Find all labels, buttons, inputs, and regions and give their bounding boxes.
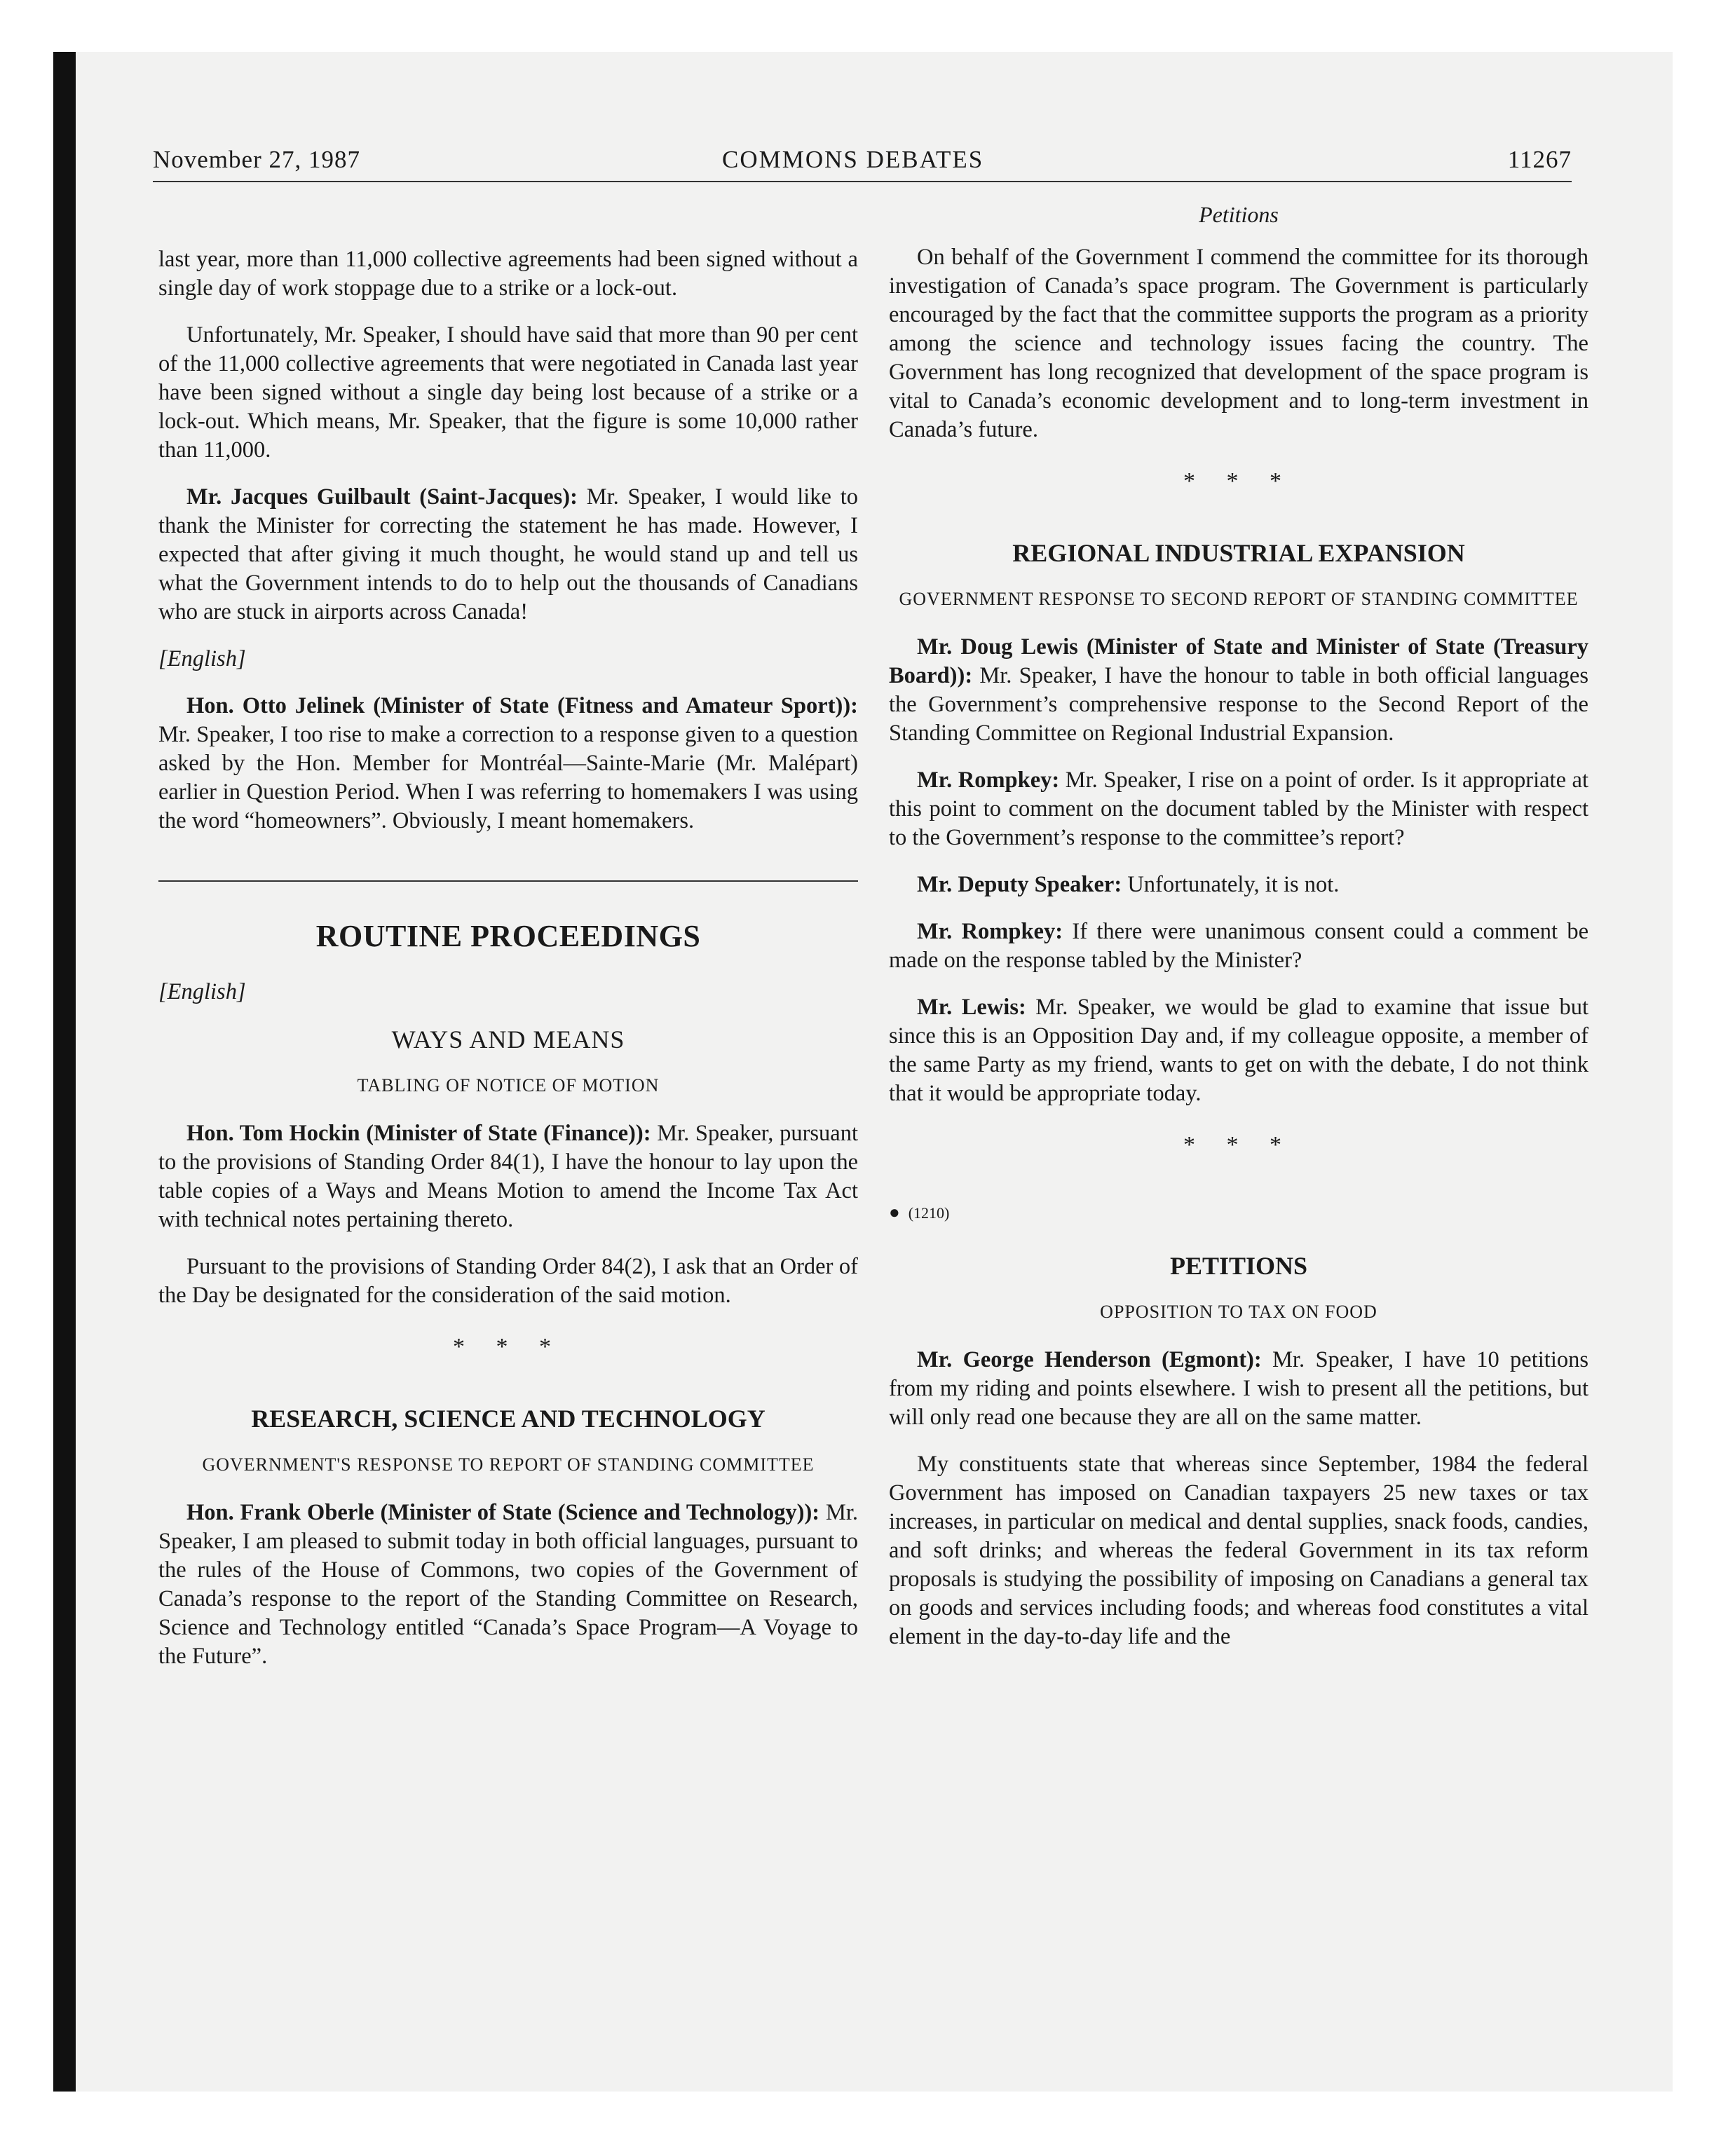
speech-deputy-speaker [889, 871, 1588, 899]
section-rule [158, 880, 858, 882]
speech-text: Mr. Speaker, I have 10 petitions from my riding and points elsewhere. I wish to present all the petitions, but will only read one because they are all on the same matter. [889, 1347, 1588, 1430]
heading-ways-and-means: WAYS AND MEANS [391, 1025, 625, 1053]
speech-hockin [158, 1119, 858, 1234]
speaker-name: Mr. Jacques Guilbault (Saint-Jacques): [186, 484, 578, 510]
speech-oberle [158, 1499, 858, 1671]
speech-text: If there were unanimous consent could a comment be made on the response tabled by the Minister? [889, 919, 1588, 973]
subheading-petitions: OPPOSITION TO TAX ON FOOD [1100, 1302, 1377, 1322]
speech-henderson [889, 1346, 1588, 1432]
speech-guilbault [158, 483, 858, 627]
speaker-name: Mr. Rompkey: [917, 919, 1063, 944]
speech-lewis [889, 633, 1588, 748]
heading-petitions: PETITIONS [1169, 1252, 1308, 1280]
section-separator: * * * [1183, 1132, 1294, 1158]
speech-text: Mr. Speaker, pursuant to the provisions of Standing Order 84(1), I have the honour to lay upon the table copies of a Ways and Means Motion to amend the Income Tax Act with technical notes pertaining thereto. [158, 1121, 858, 1232]
right-column [889, 202, 1588, 1670]
speech-text: Mr. Speaker, I have the honour to table in both official languages the Government’s comprehensive response to the Second Report of the Standing Committee on Regional Industrial Expansion. [889, 663, 1588, 746]
header-page-number: 11267 [1507, 146, 1572, 173]
left-column [158, 245, 858, 1689]
subheading-regional: GOVERNMENT RESPONSE TO SECOND REPORT OF STANDING COMMITTEE [899, 589, 1579, 609]
speaker-name: Mr. Lewis: [917, 995, 1026, 1020]
bullet-icon: ● [889, 1202, 900, 1222]
speaker-name: Mr. George Henderson (Egmont): [917, 1347, 1262, 1372]
header-rule [153, 181, 1572, 182]
header-date: November 27, 1987 [153, 146, 360, 173]
paragraph: last year, more than 11,000 collective agreements had been signed without a single day of work stoppage due to a strike or a lock-out. [158, 247, 858, 301]
heading-research: RESEARCH, SCIENCE AND TECHNOLOGY [251, 1405, 766, 1433]
heading-regional: REGIONAL INDUSTRIAL EXPANSION [1012, 539, 1465, 567]
heading-routine-proceedings: ROUTINE PROCEEDINGS [315, 919, 701, 953]
speech-text: Mr. Speaker, I would like to thank the Minister for correcting the statement he has made. However, I expected that after giving it much thought, he would stand up and tell us what the Government intends to do to help out the thousands of Canadians who are stuck in airports across Canada! [158, 484, 858, 625]
section-separator: * * * [453, 1334, 564, 1360]
paragraph: On behalf of the Government I commend the committee for its thorough investigation of Canada’s space program. The Government is particularly encouraged by the fact that the committee supports the program as a priority among the science and technology issues facing the country. The Government has long recognized that development of the space program is vital to Canada’s economic development and to long-term investment in Canada’s future. [889, 245, 1588, 442]
speaker-name: Mr. Rompkey: [917, 767, 1060, 793]
speech-text: Mr. Speaker, I too rise to make a correction to a response given to a question asked by the Hon. Member for Montréal—Sainte-Marie (Mr. Malépart) earlier in Question Period. When I was referring to homemakers I was using the word “homeowners”. Obviously, I meant homemakers. [158, 722, 858, 833]
speaker-name: Mr. Doug Lewis (Minister of State and Minister of State (Treasury Board)): [889, 634, 1588, 688]
speaker-name: Hon. Otto Jelinek (Minister of State (Fitness and Amateur Sport)): [186, 693, 858, 718]
speaker-name: Hon. Frank Oberle (Minister of State (Science and Technology)): [186, 1500, 820, 1525]
paragraph: My constituents state that whereas since September, 1984 the federal Government has imposed on Canadian taxpayers 25 new taxes or tax increases, in particular on medical and dental supplies, snack foods, candies, and soft drinks; and whereas the federal Government in its tax reform proposals is studying the possibility of imposing on Canadians a general tax on goods and services including foods; and whereas food constitutes a vital element in the day-to-day life and the [889, 1452, 1588, 1649]
language-tag: [English] [158, 646, 246, 671]
subheading-tabling: TABLING OF NOTICE OF MOTION [357, 1075, 660, 1096]
speaker-name: Mr. Deputy Speaker: [917, 872, 1122, 897]
speech-rompkey [889, 917, 1588, 975]
subheading-research: GOVERNMENT'S RESPONSE TO REPORT OF STANDING COMMITTEE [202, 1454, 815, 1475]
speech-rompkey [889, 766, 1588, 852]
section-kicker: Petitions [1199, 202, 1279, 227]
header-title: COMMONS DEBATES [722, 146, 984, 173]
time-stamp [889, 1202, 1588, 1223]
paragraph: Pursuant to the provisions of Standing Order 84(2), I ask that an Order of the Day be designated for the consideration of the said motion. [158, 1254, 858, 1308]
speech-text: Unfortunately, it is not. [1122, 872, 1340, 897]
language-tag: [English] [158, 979, 246, 1004]
scan-edge [53, 52, 76, 2092]
speech-text: Mr. Speaker, I rise on a point of order. Is it appropriate at this point to comment on the document tabled by the Minister with respect to the Government’s response to the committee’s report? [889, 767, 1588, 850]
speech-jelinek [158, 692, 858, 835]
paragraph: Unfortunately, Mr. Speaker, I should have said that more than 90 per cent of the 11,000 collective agreements that were negotiated in Canada last year have been signed without a single day being lost because of a strike or a lock-out. Which means, Mr. Speaker, that the figure is some 10,000 rather than 11,000. [158, 322, 858, 463]
speech-text: Mr. Speaker, I am pleased to submit today in both official languages, pursuant to the rules of the House of Commons, two copies of the Government of Canada’s response to the report of the Standing Committee on Research, Science and Technology entitled “Canada’s Space Program—A Voyage to the Future”. [158, 1500, 858, 1669]
time-stamp-text: (1210) [908, 1204, 950, 1222]
speaker-name: Hon. Tom Hockin (Minister of State (Finance)): [186, 1121, 651, 1146]
speech-lewis [889, 993, 1588, 1108]
section-separator: * * * [1183, 468, 1294, 494]
speech-text: Mr. Speaker, we would be glad to examine that issue but since this is an Opposition Day and, if my colleague opposite, a member of the same Party as my friend, wants to get on with the debate, I do not think that it would be appropriate today. [889, 995, 1588, 1106]
